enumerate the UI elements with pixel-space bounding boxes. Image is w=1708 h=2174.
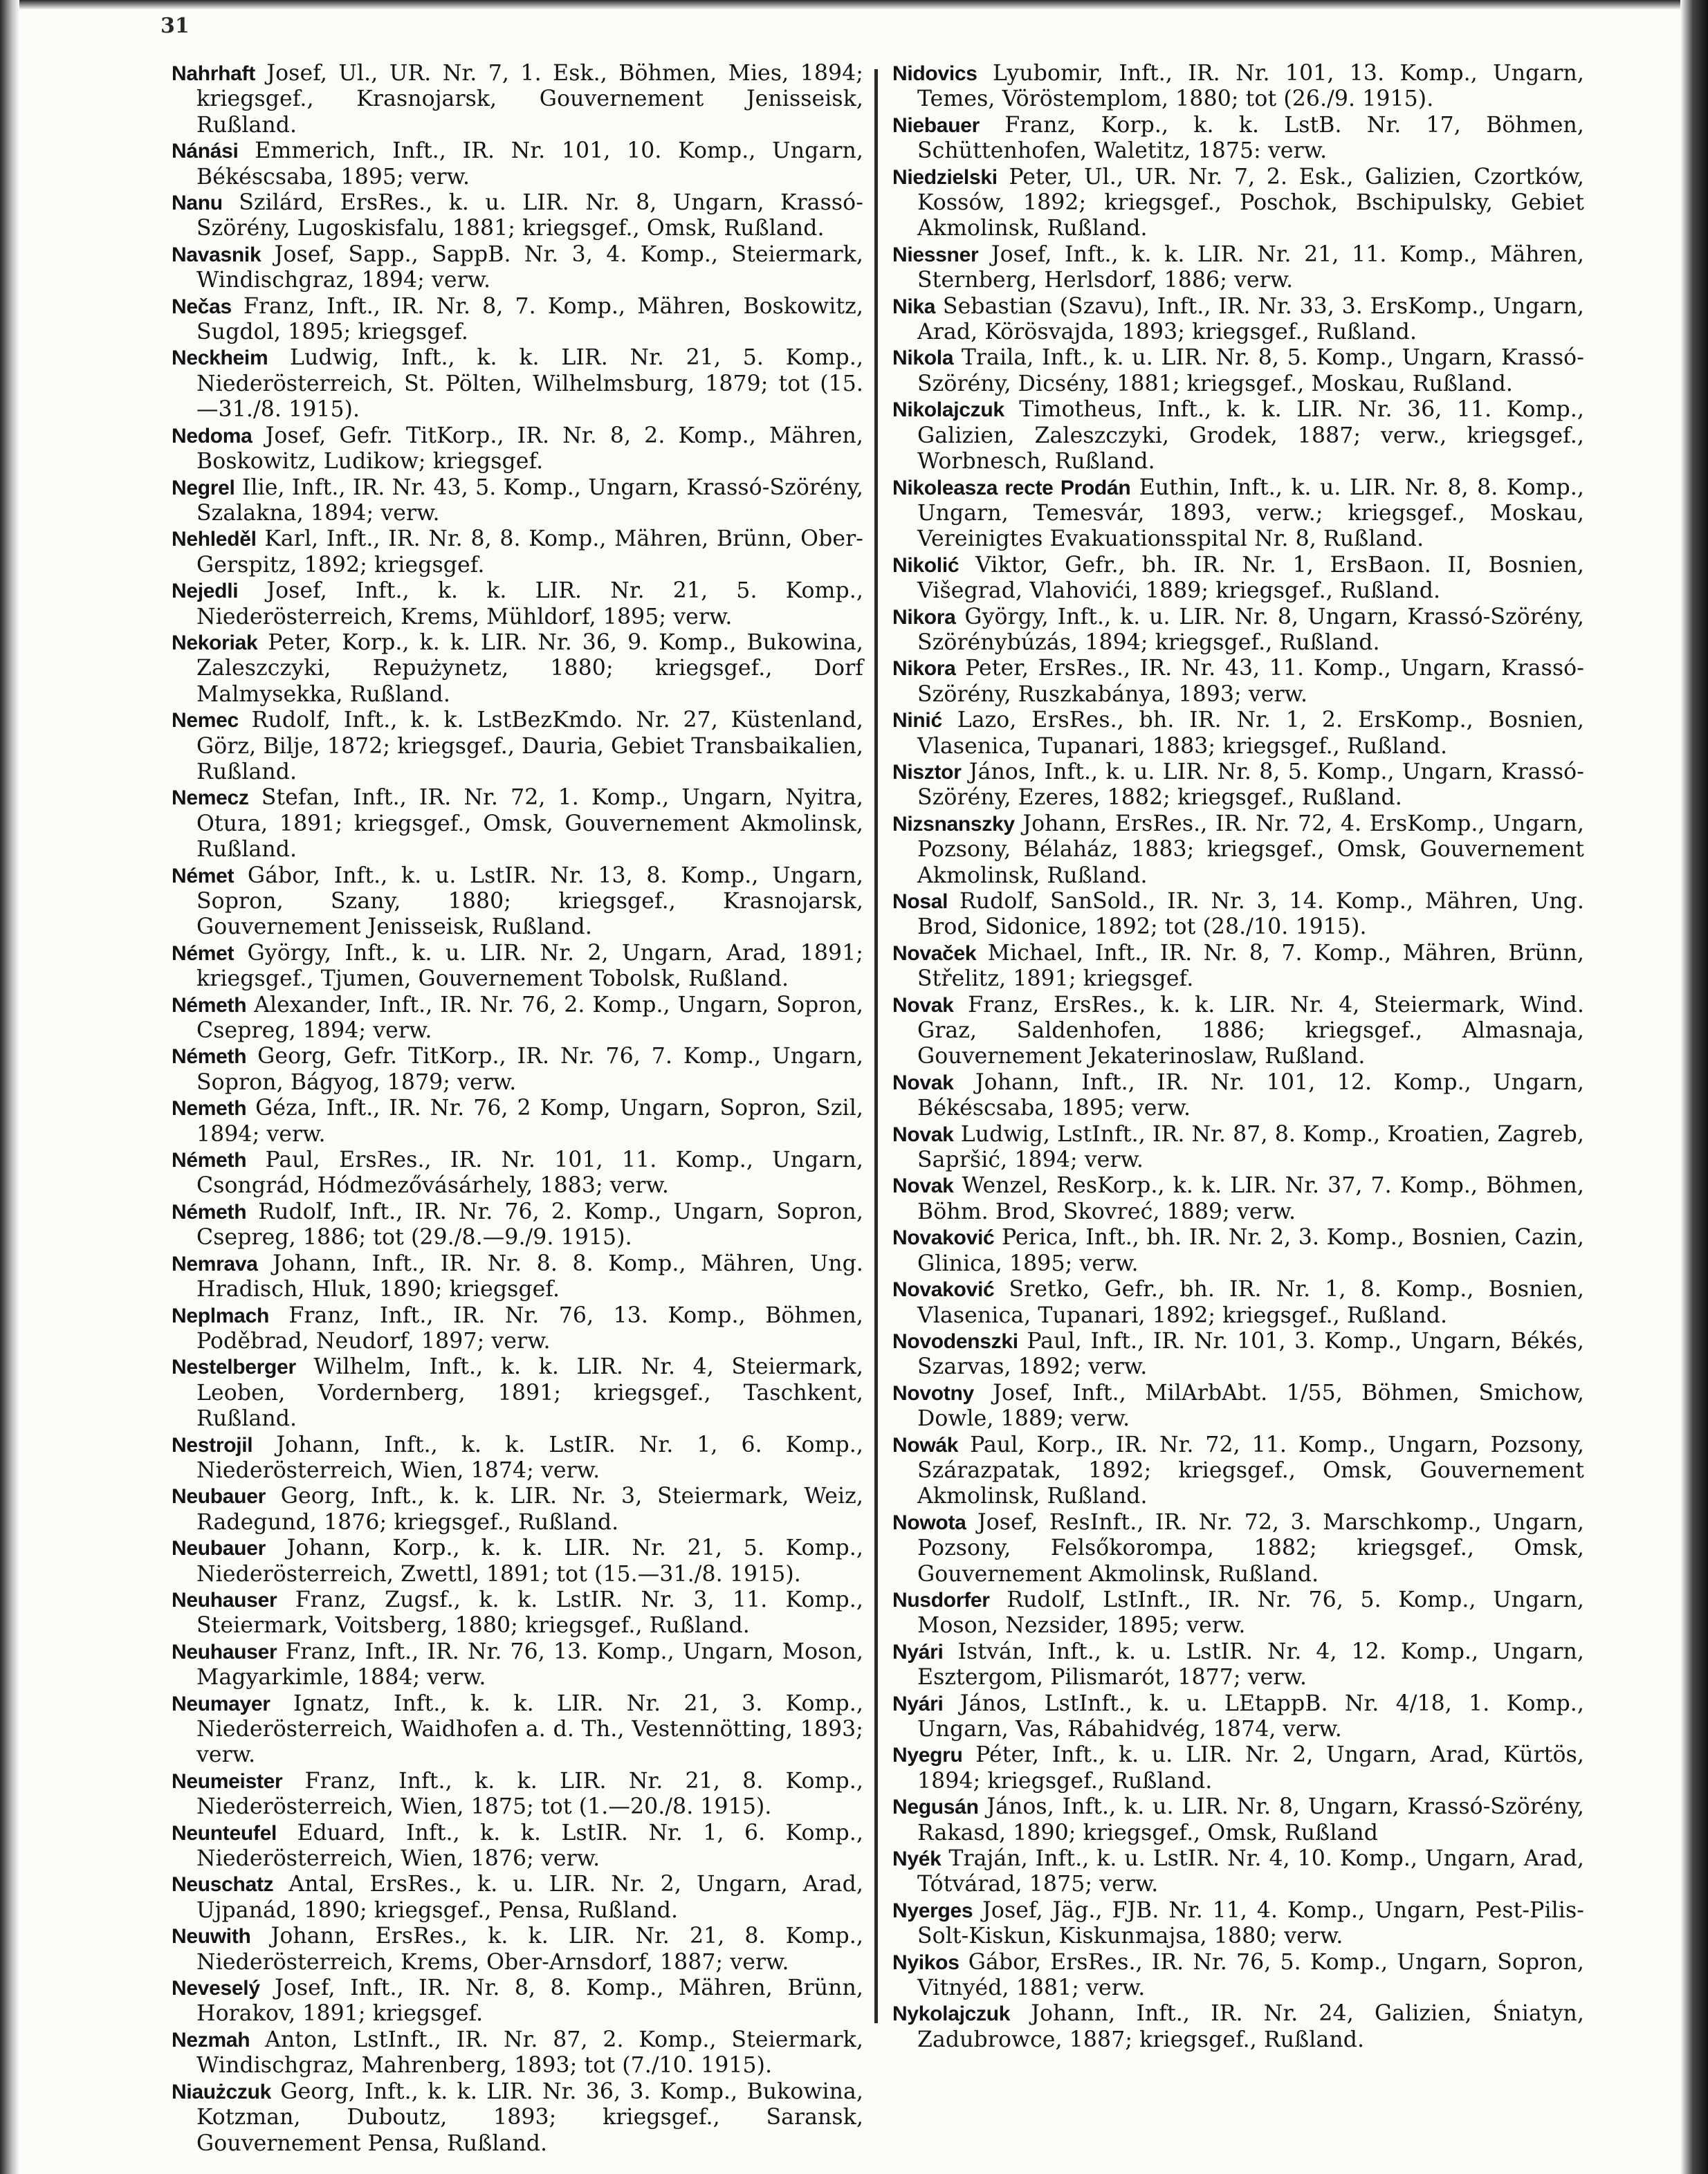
list-entry [892,1846,1584,1898]
entry-surname: Neuhauser [172,1640,277,1664]
entry-surname: Nikolić [892,553,959,577]
list-entry [892,1742,1584,1794]
entry-surname: Neplmach [172,1304,269,1327]
list-entry [892,113,1584,165]
entry-details: Stefan, Inft., IR. Nr. 72, 1. Komp., Ungarn, Nyitra, Otura, 1891; kriegsgef., Omsk, Gouvernement Akmolinsk, Rußland. [196,785,863,863]
entry-surname: Nyerges [892,1899,973,1922]
entry-details: Franz, Zugsf., k. k. LstIR. Nr. 3, 11. Komp., Steiermark, Voitsberg, 1880; kriegsgef., Rußland. [196,1587,863,1639]
list-entry [172,941,863,993]
entry-details: Michael, Inft., IR. Nr. 8, 7. Komp., Mähren, Brünn, Střelitz, 1891; kriegsgef. [917,940,1584,992]
list-entry [172,2027,863,2079]
list-entry [172,1821,863,1872]
list-entry [172,1096,863,1148]
list-entry [892,553,1584,605]
list-entry [172,1484,863,1536]
list-entry [172,1251,863,1303]
entry-details: Franz, Korp., k. k. LstB. Nr. 17, Böhmen, Schüttenhofen, Waletitz, 1875: verw. [917,112,1584,164]
entry-details: Rudolf, SanSold., IR. Nr. 3, 14. Komp., Mähren, Ung. Brod, Sidonice, 1892; tot (28./10. 1915). [917,889,1584,940]
entry-details: Eduard, Inft., k. k. LstIR. Nr. 1, 6. Komp., Niederösterreich, Wien, 1876; verw. [196,1820,863,1872]
list-entry [892,165,1584,242]
entry-surname: Novak [892,993,954,1017]
list-entry [172,630,863,708]
entry-surname: Nikora [892,605,956,629]
entry-details: Johann, Korp., k. k. LIR. Nr. 21, 5. Komp., Niederösterreich, Zwettl, 1891; tot (15.—31./8. 1915). [196,1536,863,1587]
entry-surname: Nikola [892,347,954,370]
list-entry [172,1148,863,1199]
entry-details: Franz, ErsRes., k. k. LIR. Nr. 4, Steiermark, Wind. Graz, Saldenhofen, 1886; kriegsgef., Almasnaja, Gouvernement Jekaterinoslaw, Rußland. [917,992,1584,1069]
entry-details: Ignatz, Inft., k. k. LIR. Nr. 21, 3. Komp., Niederösterreich, Waidhofen a. d. Th., Vestennötting, 1893; verw. [196,1691,863,1768]
entry-surname: Negrel [172,476,235,499]
entry-details: Johann, Inft., k. k. LstIR. Nr. 1, 6. Komp., Niederösterreich, Wien, 1874; verw. [196,1432,863,1483]
entry-surname: Neubauer [172,1537,266,1560]
list-entry [892,1950,1584,2002]
entry-details: Traján, Inft., k. u. LstIR. Nr. 4, 10. Komp., Ungarn, Arad, Tótvárad, 1875; verw. [917,1846,1584,1897]
list-entry [172,1691,863,1769]
list-entry [172,242,863,294]
entry-details: János, Inft., k. u. LIR. Nr. 8, Ungarn, Krassó-Szörény, Rakasd, 1890; kriegsgef., Omsk, Rußland [917,1794,1584,1845]
list-entry [892,708,1584,759]
list-entry [172,345,863,423]
list-entry [172,423,863,475]
entry-surname: Novak [892,1071,954,1094]
entry-details: Josef, Ul., UR. Nr. 7, 1. Esk., Böhmen, Mies, 1894; kriegsgef., Krasnojarsk, Gouvernement Jenisseisk, Rußland. [196,61,863,138]
list-entry [172,61,863,138]
entry-surname: Neuhauser [172,1588,277,1612]
entry-surname: Nahrhaft [172,62,255,85]
entry-details: Franz, Inft., IR. Nr. 76, 13. Komp., Ungarn, Moson, Magyarkimle, 1884; verw. [196,1639,863,1691]
entry-details: Wenzel, ResKorp., k. k. LIR. Nr. 37, 7. Komp., Böhmen, Böhm. Brod, Skovreć, 1889; verw. [917,1173,1584,1224]
entry-surname: Nečas [172,295,232,318]
scan-right-edge [1680,0,1708,2174]
entry-surname: Nedoma [172,424,252,448]
entry-details: Lazo, ErsRes., bh. IR. Nr. 1, 2. ErsKomp., Bosnien, Vlasenica, Tupanari, 1883; kriegsgef., Rußland. [917,708,1584,759]
list-entry [892,1122,1584,1174]
scan-top-edge [0,0,1708,10]
entry-surname: Neumeister [172,1769,283,1793]
entry-surname: Nejedli [172,580,239,603]
entry-details: Johann, Inft., IR. Nr. 24, Galizien, Śniatyn, Zadubrowce, 1887; kriegsgef., Rußland. [917,2001,1584,2052]
entry-surname: Novak [892,1174,954,1198]
entry-details: Paul, Korp., IR. Nr. 72, 11. Komp., Ungarn, Pozsony, Szárazpatak, 1892; kriegsgef., Omsk, Gouvernement Akmolinsk, Rußland. [917,1432,1584,1509]
list-entry [172,190,863,242]
list-entry [892,1173,1584,1225]
entry-surname: Negusán [892,1796,979,1819]
entry-details: János, LstInft., k. u. LEtappB. Nr. 4/18, 1. Komp., Ungarn, Vas, Rábahidvég, 1874, verw. [917,1691,1584,1742]
entry-surname: Niaużczuk [172,2080,272,2103]
entry-details: Johann, Inft., IR. Nr. 101, 12. Komp., Ungarn, Békéscsaba, 1895; verw. [917,1069,1584,1121]
entry-surname: Niebauer [892,113,980,137]
entry-surname: Nyikos [892,1951,959,1974]
entry-details: Paul, ErsRes., IR. Nr. 101, 11. Komp., Ungarn, Csongrád, Hódmezővásárhely, 1883; verw. [196,1148,863,1199]
page-number: 31 [160,14,190,38]
entry-surname: Novaček [892,941,977,965]
list-entry [892,811,1584,889]
list-entry [172,294,863,346]
entry-details: Josef, Sapp., SappB. Nr. 3, 4. Komp., Steiermark, Windischgraz, 1894; verw. [196,241,863,293]
list-entry [172,785,863,863]
entry-surname: Nestrojil [172,1433,253,1457]
right-column [892,61,1584,2053]
list-entry [172,1354,863,1432]
entry-details: Josef, Gefr. TitKorp., IR. Nr. 8, 2. Komp., Mähren, Boskowitz, Ludikow; kriegsgef. [196,423,863,475]
entry-details: Gábor, ErsRes., IR. Nr. 76, 5. Komp., Ungarn, Sopron, Vitnyéd, 1881; verw. [917,1949,1584,2001]
entry-surname: Nikoleasza recte Prodán [892,476,1131,499]
list-entry [172,475,863,527]
entry-details: Gábor, Inft., k. u. LstIR. Nr. 13, 8. Komp., Ungarn, Sopron, Szany, 1880; kriegsgef., Krasnojarsk, Gouvernement Jenisseisk, Rußland. [196,863,863,940]
entry-surname: Nosal [892,890,948,913]
list-entry [172,1872,863,1924]
entry-surname: Nyegru [892,1744,963,1767]
entry-surname: Navasnik [172,243,261,266]
entry-surname: Neckheim [172,347,268,370]
entry-details: Johann, ErsRes., IR. Nr. 72, 4. ErsKomp., Ungarn, Pozsony, Bélaház, 1883; kriegsgef., Omsk, Gouvernement Akmolinsk, Rußland. [917,811,1584,888]
entry-details: Franz, Inft., k. k. LIR. Nr. 21, 8. Komp., Niederösterreich, Wien, 1875; tot (1.—20./8. 1915). [196,1768,863,1820]
list-entry [892,1277,1584,1329]
entry-details: Emmerich, Inft., IR. Nr. 101, 10. Komp., Ungarn, Békéscsaba, 1895; verw. [196,138,863,190]
list-entry [172,1769,863,1821]
entry-details: Ludwig, Inft., k. k. LIR. Nr. 21, 5. Komp., Niederösterreich, St. Pölten, Wilhelmsburg, 1879; tot (15.—31./8. 1915). [196,345,863,423]
list-entry [892,1329,1584,1381]
entry-details: Franz, Inft., IR. Nr. 8, 7. Komp., Mähren, Boskowitz, Sugdol, 1895; kriegsgef. [196,293,863,345]
entry-details: János, Inft., k. u. LIR. Nr. 8, 5. Komp., Ungarn, Krassó-Szörény, Ezeres, 1882; kriegsgef., Rußland. [917,759,1584,811]
entry-details: Szilárd, ErsRes., k. u. LIR. Nr. 8, Ungarn, Krassó-Szörény, Lugoskisfalu, 1881; kriegsgef., Omsk, Rußland. [196,190,863,241]
list-entry [172,578,863,630]
list-entry [172,138,863,190]
entry-details: György, Inft., k. u. LIR. Nr. 2, Ungarn, Arad, 1891; kriegsgef., Tjumen, Gouvernement Tobolsk, Rußland. [196,940,863,992]
entry-details: Josef, Inft., MilArbAbt. 1/55, Böhmen, Smichow, Dowle, 1889; verw. [917,1380,1584,1432]
entry-surname: Novaković [892,1226,995,1250]
scan-left-edge [0,0,19,2174]
entry-details: Perica, Inft., bh. IR. Nr. 2, 3. Komp., Bosnien, Cazin, Glinica, 1895; verw. [917,1225,1584,1276]
entry-surname: Nizsnanszky [892,812,1015,836]
list-entry [172,863,863,941]
list-entry [892,1587,1584,1639]
list-entry [892,1898,1584,1950]
entry-details: Johann, Inft., IR. Nr. 8. 8. Komp., Mähren, Ung. Hradisch, Hluk, 1890; kriegsgef. [196,1251,863,1302]
entry-details: Peter, Ul., UR. Nr. 7, 2. Esk., Galizien, Czortków, Kossów, 1892; kriegsgef., Poschok, Bschipulsky, Gebiet Akmolinsk, Rußland. [917,164,1584,241]
entry-details: Anton, LstInft., IR. Nr. 87, 2. Komp., Steiermark, Windischgraz, Mahrenberg, 1893; tot (7./10. 1915). [196,2027,863,2079]
entry-surname: Nestelberger [172,1356,296,1379]
list-entry [892,941,1584,993]
entry-surname: Nikolajczuk [892,398,1004,422]
entry-surname: Novak [892,1123,954,1146]
list-entry [172,1924,863,1975]
entry-surname: Nemrava [172,1252,258,1275]
entry-surname: Niedzielski [892,165,998,189]
entry-details: Karl, Inft., IR. Nr. 8, 8. Komp., Mähren, Brünn, Ober-Gerspitz, 1892; kriegsgef. [196,526,863,578]
entry-surname: Nowák [892,1433,959,1457]
entry-details: Ilie, Inft., IR. Nr. 43, 5. Komp., Ungarn, Krassó-Szörény, Szalakna, 1894; verw. [196,475,863,526]
entry-surname: Németh [172,1149,247,1172]
entry-details: Euthin, Inft., k. u. LIR. Nr. 8, 8. Komp., Ungarn, Temesvár, 1893, verw.; kriegsgef., Moskau, Vereinigtes Evakuationsspital Nr. 8, Rußland. [917,475,1584,552]
list-entry [172,708,863,785]
entry-surname: Neunteufel [172,1821,277,1845]
entry-details: Rudolf, Inft., IR. Nr. 76, 2. Komp., Ungarn, Sopron, Csepreg, 1886; tot (29./8.—9./9. 1915). [196,1199,863,1251]
entry-details: István, Inft., k. u. LstIR. Nr. 4, 12. Komp., Ungarn, Esztergom, Pilismarót, 1877; verw. [917,1639,1584,1691]
list-entry [892,475,1584,553]
entry-details: Lyubomir, Inft., IR. Nr. 101, 13. Komp., Ungarn, Temes, Vöröstemplom, 1880; tot (26./9. 1915). [917,61,1584,112]
list-entry [892,1070,1584,1122]
list-entry [892,1225,1584,1277]
list-entry [172,1303,863,1355]
entry-surname: Nekoriak [172,631,258,654]
entry-details: Peter, ErsRes., IR. Nr. 43, 11. Komp., Ungarn, Krassó-Szörény, Ruszkabánya, 1893; verw. [917,656,1584,707]
entry-details: Peter, Korp., k. k. LIR. Nr. 36, 9. Komp., Bukowina, Zaleszczyki, Repużynetz, 1880; kriegsgef., Dorf Malmysekka, Rußland. [196,629,863,707]
list-entry [172,1587,863,1639]
list-entry [892,889,1584,941]
entry-surname: Nika [892,295,936,318]
list-entry [892,1510,1584,1587]
entry-surname: Nezmah [172,2028,250,2052]
left-column [172,61,863,2157]
entry-details: Viktor, Gefr., bh. IR. Nr. 1, ErsBaon. II, Bosnien, Višegrad, Vlahovići, 1889; kriegsgef., Rußland. [917,552,1584,604]
entry-surname: Novotny [892,1381,974,1405]
entry-details: Franz, Inft., IR. Nr. 76, 13. Komp., Böhmen, Poděbrad, Neudorf, 1897; verw. [196,1302,863,1354]
entry-surname: Neuschatz [172,1873,274,1897]
list-entry [172,1975,863,2027]
entry-surname: Német [172,941,235,965]
list-entry [892,1381,1584,1433]
entry-surname: Nemec [172,709,239,733]
list-entry [892,242,1584,294]
entry-surname: Niessner [892,243,979,266]
entry-surname: Nemeth [172,1097,247,1121]
entry-surname: Neubauer [172,1485,266,1509]
list-entry [172,1044,863,1096]
entry-details: Wilhelm, Inft., k. k. LIR. Nr. 4, Steiermark, Leoben, Vordernberg, 1891; kriegsgef., Taschkent, Rußland. [196,1354,863,1432]
entry-surname: Neveselý [172,1977,260,2000]
entry-surname: Nidovics [892,62,977,85]
list-entry [172,2079,863,2157]
entry-details: Sretko, Gefr., bh. IR. Nr. 1, 8. Komp., Bosnien, Vlasenica, Tupanari, 1892; kriegsgef., Rußland. [917,1277,1584,1328]
entry-details: Paul, Inft., IR. Nr. 101, 3. Komp., Ungarn, Békés, Szarvas, 1892; verw. [917,1328,1584,1380]
entry-surname: Nisztor [892,760,962,784]
entry-surname: Németh [172,1045,247,1069]
list-entry [892,759,1584,811]
list-entry [892,1433,1584,1510]
entry-surname: Nusdorfer [892,1588,990,1612]
list-entry [892,294,1584,346]
list-entry [172,1433,863,1484]
list-entry [172,1536,863,1587]
entry-surname: Novaković [892,1278,995,1302]
entry-details: Josef, Inft., k. k. LIR. Nr. 21, 5. Komp., Niederösterreich, Krems, Mühldorf, 1895; verw. [196,578,863,629]
entry-details: Traila, Inft., k. u. LIR. Nr. 8, 5. Komp., Ungarn, Krassó-Szörény, Dicsény, 1881; kriegsgef., Moskau, Rußland. [917,345,1584,396]
list-entry [892,61,1584,113]
entry-details: Sebastian (Szavu), Inft., IR. Nr. 33, 3. ErsKomp., Ungarn, Arad, Körösvajda, 1893; kriegsgef., Rußland. [917,293,1584,345]
entry-surname: Nanu [172,192,223,215]
list-entry [172,993,863,1044]
entry-details: Georg, Gefr. TitKorp., IR. Nr. 76, 7. Komp., Ungarn, Sopron, Bágyog, 1879; verw. [196,1044,863,1095]
entry-details: Antal, ErsRes., k. u. LIR. Nr. 2, Ungarn, Arad, Ujpanád, 1890; kriegsgef., Pensa, Rußland. [196,1872,863,1923]
entry-details: Josef, Inft., IR. Nr. 8, 8. Komp., Mähren, Brünn, Horakov, 1891; kriegsgef. [196,1975,863,2027]
list-entry [892,2001,1584,2053]
entry-details: Georg, Inft., k. k. LIR. Nr. 36, 3. Komp., Bukowina, Kotzman, Duboutz, 1893; kriegsgef., Saransk, Gouvernement Pensa, Rußland. [196,2079,863,2156]
list-entry [892,605,1584,656]
list-entry [892,1691,1584,1743]
list-entry [892,397,1584,475]
entry-details: Josef, Inft., k. k. LIR. Nr. 21, 11. Komp., Mähren, Sternberg, Herlsdorf, 1886; verw. [917,241,1584,293]
entry-details: Rudolf, Inft., k. k. LstBezKmdo. Nr. 27, Küstenland, Görz, Bilje, 1872; kriegsgef., Dauria, Gebiet Transbaikalien, Rußland. [196,708,863,784]
entry-details: Johann, ErsRes., k. k. LIR. Nr. 21, 8. Komp., Niederösterreich, Krems, Ober-Arnsdorf, 1887; verw. [196,1924,863,1975]
entry-details: György, Inft., k. u. LIR. Nr. 8, Ungarn, Krassó-Szörény, Szörénybúzás, 1894; kriegsgef., Rußland. [917,604,1584,655]
entry-surname: Neuwith [172,1925,251,1949]
entry-surname: Nyári [892,1640,944,1664]
entry-surname: Nehleděl [172,528,257,551]
entry-surname: Neumayer [172,1692,270,1715]
entry-surname: Ninić [892,709,942,733]
entry-details: Ludwig, LstInft., IR. Nr. 87, 8. Komp., Kroatien, Zagreb, Sapršić, 1894; verw. [917,1121,1584,1173]
entry-details: Péter, Inft., k. u. LIR. Nr. 2, Ungarn, Arad, Kürtös, 1894; kriegsgef., Rußland. [917,1742,1584,1794]
entry-surname: Nánási [172,140,239,163]
entry-surname: Németh [172,993,247,1017]
list-entry [892,1639,1584,1691]
entry-surname: Nykolajczuk [892,2002,1011,2026]
entry-surname: Németh [172,1200,247,1224]
list-entry [892,993,1584,1070]
list-entry [172,1199,863,1251]
entry-details: Josef, ResInft., IR. Nr. 72, 3. Marschkomp., Ungarn, Pozsony, Felsőkorompa, 1882; kriegsgef., Omsk, Gouvernement Akmolinsk, Rußland. [917,1509,1584,1587]
entry-details: Géza, Inft., IR. Nr. 76, 2 Komp, Ungarn, Sopron, Szil, 1894; verw. [196,1096,863,1147]
entry-details: Josef, Jäg., FJB. Nr. 11, 4. Komp., Ungarn, Pest-Pilis-Solt-Kiskun, Kiskunmajsa, 1880; verw. [917,1897,1584,1949]
list-entry [892,1794,1584,1846]
entry-surname: Nemecz [172,786,249,810]
list-entry [172,1639,863,1691]
entry-surname: Nyári [892,1692,944,1715]
list-entry [172,526,863,578]
entry-details: Timotheus, Inft., k. k. LIR. Nr. 36, 11. Komp., Galizien, Zaleszczyki, Grodek, 1887; verw., kriegsgef., Worbnesch, Rußland. [917,397,1584,475]
entry-surname: Nowota [892,1511,966,1534]
entry-surname: Német [172,864,235,887]
entry-details: Alexander, Inft., IR. Nr. 76, 2. Komp., Ungarn, Sopron, Csepreg, 1894; verw. [196,992,864,1044]
entry-details: Rudolf, LstInft., IR. Nr. 76, 5. Komp., Ungarn, Moson, Nezsider, 1895; verw. [917,1587,1584,1639]
entry-surname: Nyék [892,1848,942,1871]
entry-details: Georg, Inft., k. k. LIR. Nr. 3, Steiermark, Weiz, Radegund, 1876; kriegsgef., Rußland. [196,1484,863,1535]
column-divider [874,69,878,2023]
list-entry [892,656,1584,708]
entry-surname: Novodenszki [892,1329,1018,1353]
entry-surname: Nikora [892,657,956,681]
list-entry [892,345,1584,397]
